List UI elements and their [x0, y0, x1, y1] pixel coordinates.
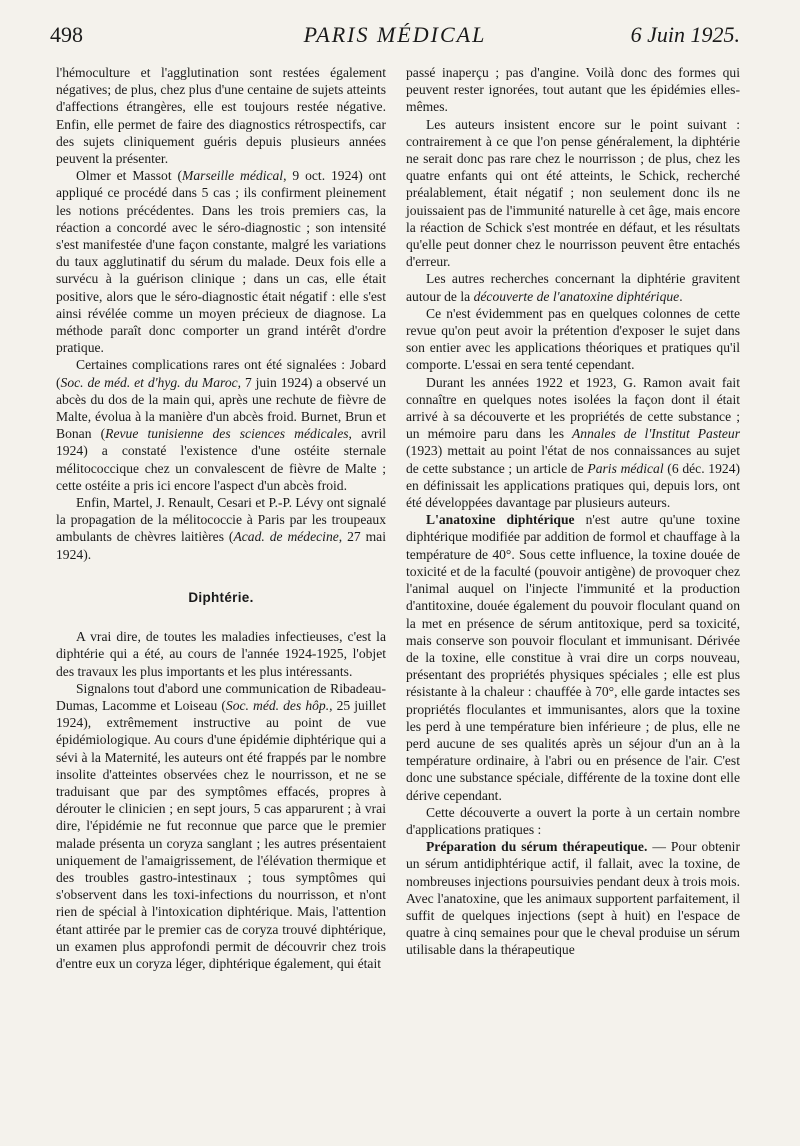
- subsection-title: Préparation du sérum thérapeutique.: [426, 839, 648, 855]
- section-heading: Diphtérie.: [188, 589, 254, 605]
- paragraph: Signalons tout d'abord une communication de Ribadeau-Dumas, Lacomme et Loiseau (Soc. méd. des hôp., 25 juillet 1924), extrêmement instructive au point de vue épidémiologique. Au cours d'une épidémie diphtérique qui a sévi à la Maternité, les auteurs ont été frappés par le nombre insolite d'atteintes observées chez le nourrisson, et ne se traduisant que par des symptômes effacés, propres à dérouter le clinicien ; en sept jours, 5 cas apparurent ; à vrai dire, l'épidémie ne fut reconnue que parce que le premier malade présenta un coryza sanglant ; les autres présentaient uniquement de l'amaigrissement, de l'élévation thermique et des troubles gastro-intestinaux ; tous symptômes qui s'observent dans les toxi-infections du nourrisson, et n'ont rien de spécial à l'intoxication diphtérique. Mais, l'attention étant attirée par le premier cas de coryza trouvé diphtérique, un examen plus approfondi permit de découvrir chez trois d'entre eux un coryza léger, diphtérique également, qui était: [56, 680, 386, 971]
- right-column: [406, 64, 740, 959]
- paragraph: Durant les années 1922 et 1923, G. Ramon avait fait connaître en quelques notes isolées la façon dont il était arrivé à sa découverte et les propriétés de cette substance ; un mémoire paru dans les Annales de l'Institut Pasteur (1923) mettait au point l'état de nos connaissances au sujet de cette substance ; un article de Paris médical (6 déc. 1924) en définissait les applications pratiques qui, depuis lors, ont été développées davantage par plusieurs auteurs.: [406, 374, 741, 511]
- citation: Revue tunisienne des sciences médicales: [105, 426, 349, 442]
- citation: Soc. méd. des hôp.: [225, 697, 330, 713]
- journal-title: PARIS MÉDICAL: [303, 22, 487, 47]
- citation: Annales de l'Institut Pasteur: [571, 426, 741, 442]
- citation: Soc. de méd. et d'hyg. du Maroc: [60, 374, 238, 390]
- left-column: [56, 64, 386, 972]
- issue-date: 6 Juin 1925.: [630, 22, 740, 47]
- paragraph: Préparation du sérum thérapeutique. — Pour obtenir un sérum antidiphtérique actif, il fallait, avec la toxine, de nombreuses injections poursuivies pendant deux à trois mois. Avec l'anatoxine, que les animaux supportent parfaitement, il suffit de quelques injections (sept à huit) en l'espace de quatre à cinq semaines pour que le cheval produise un sérum utilisable dans la thérapeutique: [406, 839, 740, 958]
- paragraph: Les autres recherches concernant la diphtérie gravitent autour de la découverte de l'anatoxine diphtérique.: [406, 271, 740, 304]
- paragraph: passé inaperçu ; pas d'angine. Voilà donc des formes qui peuvent rester ignorées, tout autant que les épidémies elles-mêmes.: [406, 65, 740, 115]
- citation: Marseille médical: [182, 168, 284, 184]
- term-bold: L'anatoxine diphtérique: [426, 512, 575, 528]
- paragraph: Cette découverte a ouvert la porte à un certain nombre d'applications pratiques :: [406, 804, 740, 837]
- paragraph: Certaines complications rares ont été signalées : Jobard (Soc. de méd. et d'hyg. du Maroc, 7 juin 1924) a observé un abcès du dos de la main qui, après une rechute de fièvre de Malte, évolua à la manière d'un abcès froid. Burnet, Brun et Bonan (Revue tunisienne des sciences médicales, avril 1924) a constaté l'existence d'une ostéite sternale mélitococcique chez un convalescent de fièvre de Malte ; cette ostéite a pris ici encore l'aspect d'un abcès froid.: [56, 357, 386, 493]
- citation: Paris médical: [587, 460, 664, 476]
- citation: Acad. de médecine: [233, 529, 339, 545]
- paragraph: Enfin, Martel, J. Renault, Cesari et P.-P. Lévy ont signalé la propagation de la mélitococcie à Paris par les troupeaux ambulants de chèvres laitières (Acad. de médecine, 27 mai 1924).: [56, 495, 386, 562]
- paragraph: L'anatoxine diphtérique n'est autre qu'une toxine diphtérique modifiée par addition de formol et chauffage à la température de 40°. Sous cette influence, la toxine douée de toxicité et de la faculté (pouvoir antigène) de provoquer chez l'animal auquel on l'injecte l'immunité et la production d'antitoxine, douée également du pouvoir floculant quand on la met en présence de sérum antitoxique, perd sa toxicité, mais conserve son pouvoir floculant et immunisant. Dérivée de la toxine, elle constitue à vrai dire un corps nouveau, présentant des propriétés physiques spéciales ; elle est plus résistante à la chaleur : chauffée à 70°, elle garde intactes ses propriétés floculantes et immunisantes, alors que la toxine les perd à une température bien inférieure ; de plus, elle ne perd aucune de ses qualités après un séjour d'un an à la température ordinaire, à l'abri ou en présence de l'air. C'est donc une substance spéciale, différente de la toxine dont elle dérive cependant.: [406, 512, 740, 803]
- paragraph: A vrai dire, de toutes les maladies infectieuses, c'est la diphtérie qui a été, au cours de l'année 1924-1925, l'objet des travaux les plus importants et les plus intéressants.: [56, 629, 386, 679]
- paragraph: l'hémoculture et l'agglutination sont restées également négatives; de plus, chez plus d'une centaine de sujets atteints d'affections étrangères, elle est toujours restée négative. Enfin, elle permet de faire des diagnostics rétrospectifs, car des sujets cliniquement guéris depuis plusieurs années peuvent la présenter.: [56, 65, 386, 167]
- page-header: [50, 22, 740, 62]
- paragraph: Ce n'est évidemment pas en quelques colonnes de cette revue qu'on peut avoir la prétention d'exposer le sujet dans son entier avec les applications théoriques et pratiques qu'il comporte. L'essai en sera tenté cependant.: [406, 305, 740, 373]
- emphasis: découverte de l'anatoxine diphtérique: [473, 288, 680, 304]
- page-number: 498: [50, 22, 83, 47]
- paragraph: Olmer et Massot (Marseille médical, 9 oct. 1924) ont appliqué ce procédé dans 5 cas ; ils confirment pleinement les notions précédentes. Dans les trois premiers cas, la réaction a concordé avec le séro-diagnostic ; son intensité s'est manifestée d'une façon constante, malgré les variations du taux agglutinatif du sérum du malade. Deux fois elle a survécu à la guérison clinique ; dans un cas, elle était positive, alors que le séro-diagnostic était négatif : elle s'est ainsi révélée comme un moyen précieux de diagnose. La méthode paraît donc comporter un grand intérêt d'ordre pratique.: [56, 168, 386, 356]
- paragraph: Les auteurs insistent encore sur le point suivant : contrairement à ce que l'on pense généralement, la diphtérie ne serait donc pas rare chez le nourrisson ; de plus, chez les quatre enfants qui ont été atteints, le Schick, recherché préalablement, était négatif ; non seulement donc ils ne jouissaient pas de l'immunité naturelle à cet âge, mais encore la réaction de Schick s'est montrée en défaut, et les résultats qu'elle peut donner chez le nourrisson peuvent être entachés d'erreur.: [406, 116, 740, 270]
